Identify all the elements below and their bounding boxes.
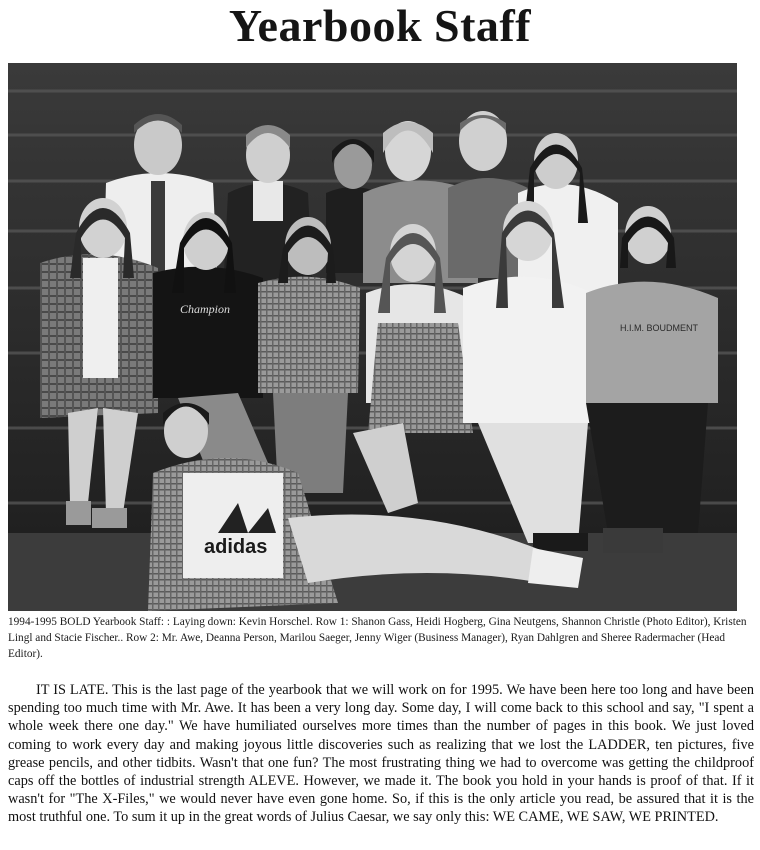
group-photo: [8, 63, 737, 611]
shirt-text-adidas: adidas: [204, 536, 268, 558]
shirt-text-boudment: H.I.M. BOUDMENT: [620, 323, 698, 333]
shirt-text-champion: Champion: [180, 302, 231, 316]
photo-caption: 1994-1995 BOLD Yearbook Staff: : Laying down: Kevin Horschel. Row 1: Shanon Gass, Heidi Hogberg, Gina Neutgens, Shannon Christle (Photo Editor), Kristen Lingl and Stacie Fischer.. Row 2: Mr. Awe, Deanna Person, Marilou Saeger, Jenny Wiger (Business Manager), Ryan Dahlgren and Sheree Radermacher (Head Editor).: [8, 616, 747, 660]
article-body: IT IS LATE. This is the last page of the yearbook that we will work on for 1995. We have been here too long and have been spending too much time with Mr. Awe. It has been a very long day. Some day, I will come back to this school and say, "I spent a whole week there one day." We have humiliated ourselves more times than the number of pages in this book. We just loved coming to work every day and making joyous little discoveries such as realizing that we lost the LADDER, ten pictures, five grease pencils, and other tidbits. Wasn't that one fun? The most frustrating thing we had to overcome was getting the childproof caps off the bottles of industrial strength ALEVE. However, we made it. The book you hold in your hands is proof of that. If it wasn't for "The X-Files," we would never have even gone home. So, if this is the only article you read, be assured that it is the most truthful one. To sum it up in the great words of Julius Caesar, we say only this: WE CAME, WE SAW, WE PRINTED.: [8, 682, 754, 826]
page-title: Yearbook Staff: [228, 0, 532, 51]
